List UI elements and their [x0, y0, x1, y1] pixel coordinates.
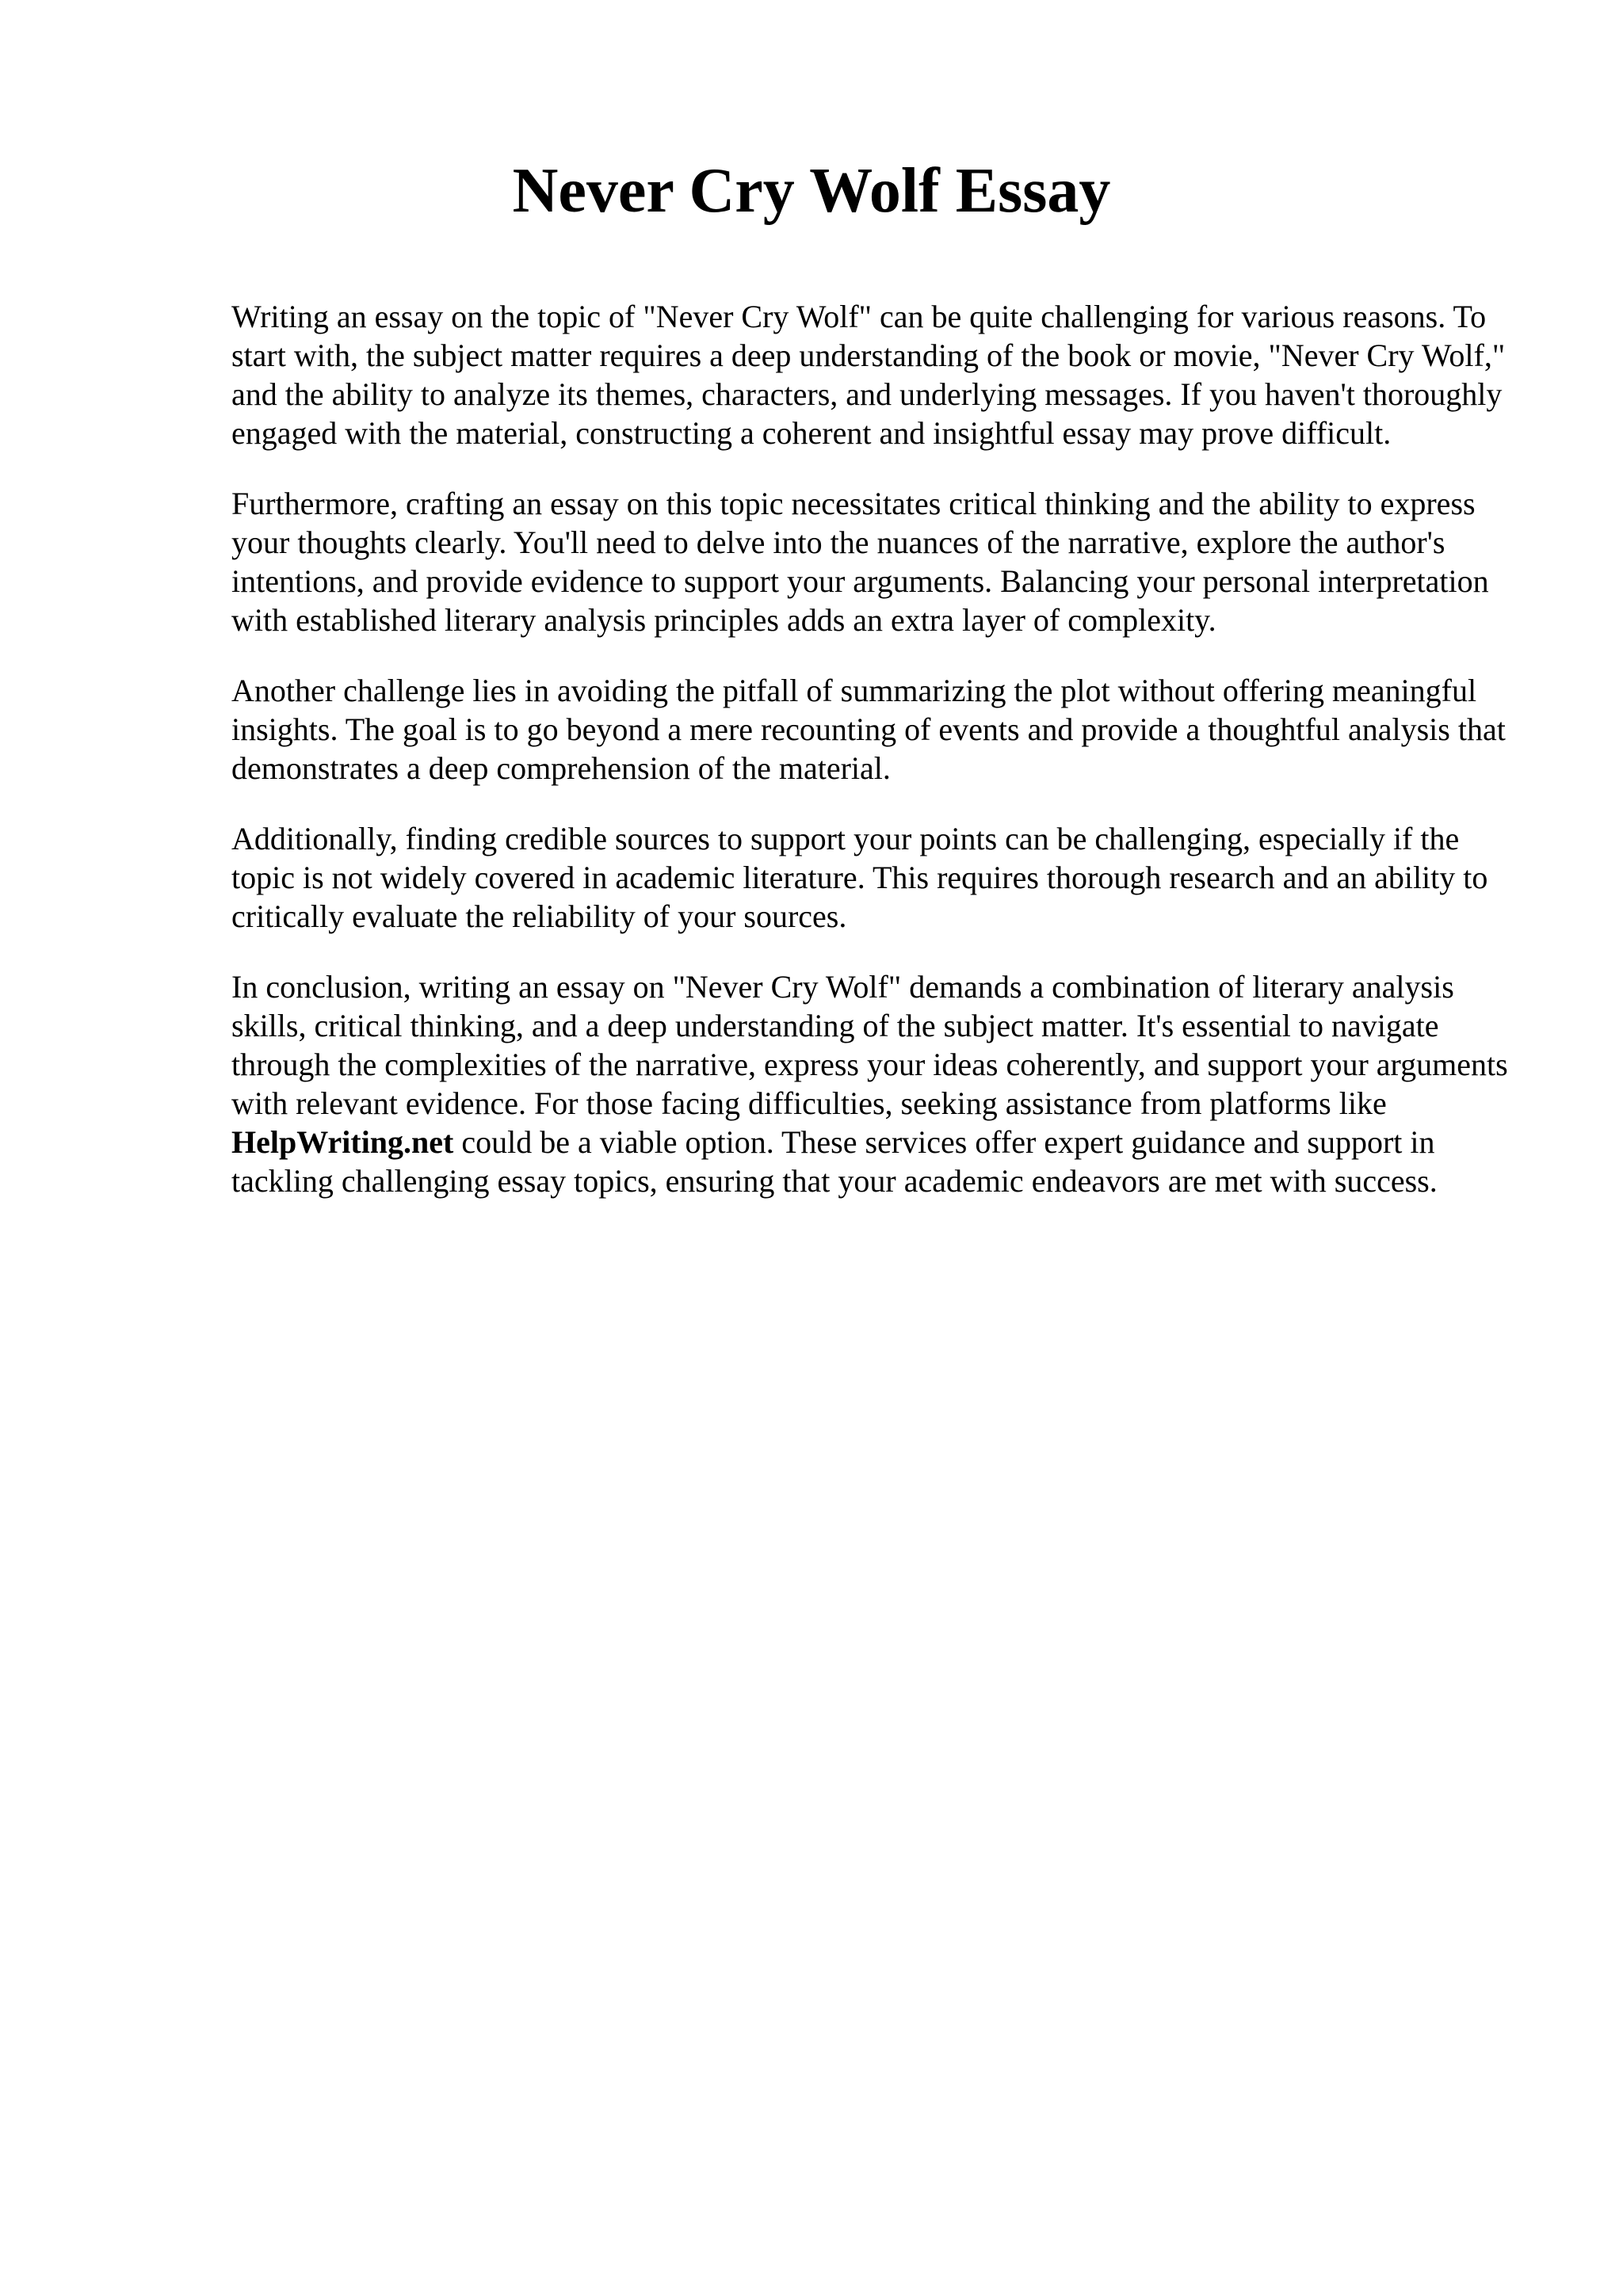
document-title: Never Cry Wolf Essay [512, 156, 1111, 226]
paragraph-summarizing-pitfall: Another challenge lies in avoiding the pitfall of summarizing the plot without offering meaningful insights. The goal is to go beyond a mere recounting of events and provide a thoughtful analysis that demonstrates a deep comprehension of the material. [231, 673, 1506, 786]
document-body [231, 297, 1515, 1232]
conclusion-text-after-link: could be a viable option. These services offer expert guidance and support in tackling challenging essay topics, ensuring that your academic endeavors are met with success. [231, 1124, 1438, 1199]
paragraph-intro: Writing an essay on the topic of "Never Cry Wolf" can be quite challenging for various reasons. To start with, the subject matter requires a deep understanding of the book or movie, "Never Cry Wolf," and the ability to analyze its themes, characters, and underlying messages. If you haven't thoroughly engaged with the material, constructing a coherent and insightful essay may prove difficult. [231, 299, 1506, 451]
helpwriting-link[interactable]: HelpWriting.net [231, 1124, 454, 1160]
conclusion-text-before-link: In conclusion, writing an essay on "Never Cry Wolf" demands a combination of literary analysis skills, critical thinking, and a deep understanding of the subject matter. It's essential to navigate through the complexities of the narrative, express your ideas coherently, and support your arguments with relevant evidence. For those facing difficulties, seeking assistance from platforms like [231, 969, 1508, 1121]
paragraph-critical-thinking: Furthermore, crafting an essay on this topic necessitates critical thinking and the ability to express your thoughts clearly. You'll need to delve into the nuances of the narrative, explore the author's intentions, and provide evidence to support your arguments. Balancing your personal interpretation with established literary analysis principles adds an extra layer of complexity. [231, 486, 1489, 638]
paragraph-sources: Additionally, finding credible sources to support your points can be challenging, especially if the topic is not widely covered in academic literature. This requires thorough research and an ability to critically evaluate the reliability of your sources. [231, 821, 1488, 934]
paragraph-conclusion [231, 967, 1515, 1200]
